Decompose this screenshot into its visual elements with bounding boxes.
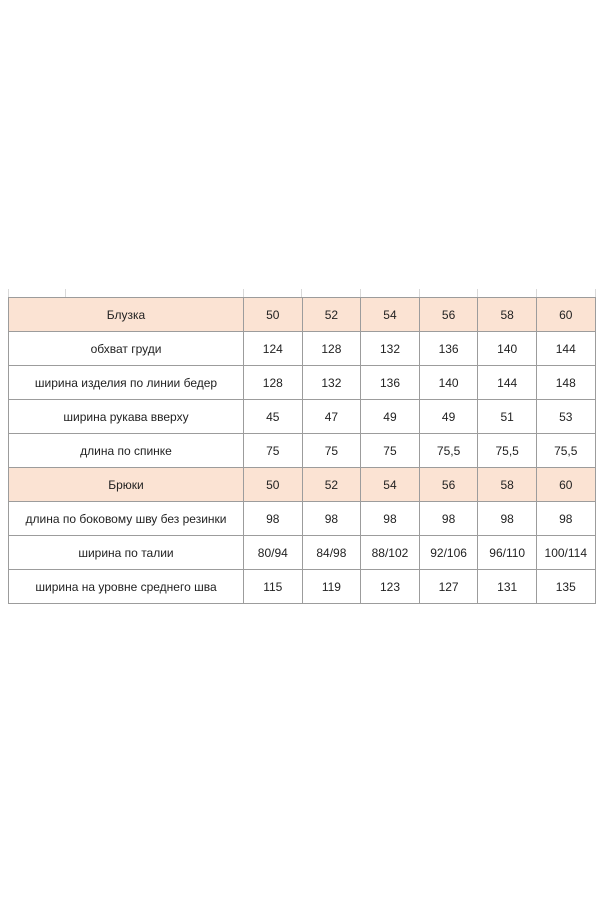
- value-cell: 47: [302, 400, 361, 434]
- gridline: [595, 289, 596, 297]
- size-cell: 60: [536, 468, 595, 502]
- value-cell: 135: [536, 570, 595, 604]
- value-cell: 75,5: [536, 434, 595, 468]
- row-label: ширина по талии: [9, 536, 244, 570]
- size-cell: 56: [419, 468, 478, 502]
- value-cell: 124: [244, 332, 303, 366]
- value-cell: 98: [536, 502, 595, 536]
- spreadsheet-gridlines: [0, 289, 600, 297]
- size-cell: 56: [419, 298, 478, 332]
- size-cell: 50: [244, 468, 303, 502]
- value-cell: 49: [361, 400, 420, 434]
- gridline: [360, 289, 361, 297]
- table-row: [9, 400, 596, 434]
- value-cell: 128: [302, 332, 361, 366]
- value-cell: 45: [244, 400, 303, 434]
- size-cell: 58: [478, 468, 537, 502]
- value-cell: 75: [244, 434, 303, 468]
- size-cell: 60: [536, 298, 595, 332]
- section-row-blouse: [9, 298, 596, 332]
- row-label: ширина изделия по линии бедер: [9, 366, 244, 400]
- section-row-trousers: [9, 468, 596, 502]
- value-cell: 128: [244, 366, 303, 400]
- value-cell: 75: [302, 434, 361, 468]
- table-row: [9, 366, 596, 400]
- row-label: ширина рукава вверху: [9, 400, 244, 434]
- value-cell: 98: [244, 502, 303, 536]
- size-cell: 52: [302, 468, 361, 502]
- value-cell: 119: [302, 570, 361, 604]
- size-cell: 50: [244, 298, 303, 332]
- row-label: длина по боковому шву без резинки: [9, 502, 244, 536]
- value-cell: 75,5: [478, 434, 537, 468]
- value-cell: 132: [361, 332, 420, 366]
- size-cell: 52: [302, 298, 361, 332]
- value-cell: 92/106: [419, 536, 478, 570]
- value-cell: 96/110: [478, 536, 537, 570]
- gridline: [301, 289, 302, 297]
- value-cell: 98: [478, 502, 537, 536]
- value-cell: 75,5: [419, 434, 478, 468]
- value-cell: 80/94: [244, 536, 303, 570]
- gridline: [477, 289, 478, 297]
- value-cell: 140: [478, 332, 537, 366]
- size-chart-table: [8, 297, 596, 604]
- gridline: [8, 289, 9, 297]
- value-cell: 49: [419, 400, 478, 434]
- table-row: [9, 434, 596, 468]
- value-cell: 148: [536, 366, 595, 400]
- size-cell: 54: [361, 298, 420, 332]
- value-cell: 98: [419, 502, 478, 536]
- value-cell: 98: [302, 502, 361, 536]
- table-row: [9, 570, 596, 604]
- value-cell: 144: [478, 366, 537, 400]
- value-cell: 140: [419, 366, 478, 400]
- gridline: [419, 289, 420, 297]
- value-cell: 136: [419, 332, 478, 366]
- table-row: [9, 536, 596, 570]
- value-cell: 132: [302, 366, 361, 400]
- gridline: [536, 289, 537, 297]
- value-cell: 98: [361, 502, 420, 536]
- table-row: [9, 332, 596, 366]
- row-label: длина по спинке: [9, 434, 244, 468]
- value-cell: 136: [361, 366, 420, 400]
- row-label: обхват груди: [9, 332, 244, 366]
- gridline: [243, 289, 244, 297]
- value-cell: 88/102: [361, 536, 420, 570]
- value-cell: 123: [361, 570, 420, 604]
- gridline: [65, 289, 66, 297]
- value-cell: 51: [478, 400, 537, 434]
- value-cell: 115: [244, 570, 303, 604]
- size-cell: 58: [478, 298, 537, 332]
- row-label: Блузка: [9, 298, 244, 332]
- value-cell: 131: [478, 570, 537, 604]
- row-label: ширина на уровне среднего шва: [9, 570, 244, 604]
- table-row: [9, 502, 596, 536]
- value-cell: 144: [536, 332, 595, 366]
- value-cell: 100/114: [536, 536, 595, 570]
- value-cell: 53: [536, 400, 595, 434]
- size-cell: 54: [361, 468, 420, 502]
- value-cell: 84/98: [302, 536, 361, 570]
- value-cell: 127: [419, 570, 478, 604]
- value-cell: 75: [361, 434, 420, 468]
- row-label: Брюки: [9, 468, 244, 502]
